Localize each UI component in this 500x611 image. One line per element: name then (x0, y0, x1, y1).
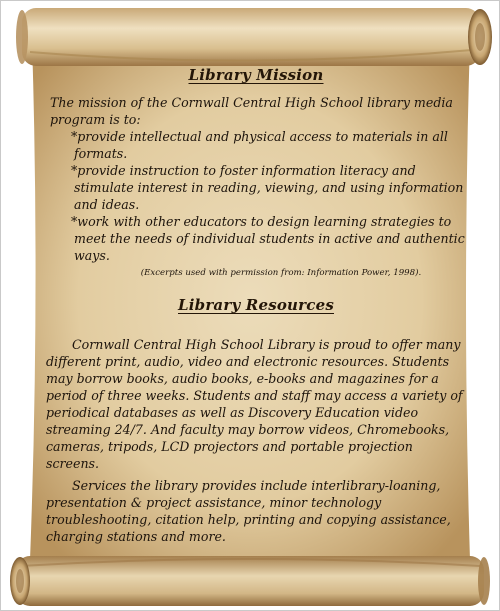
resources-paragraph-2: Services the library provides include interlibrary-loaning, presentation & project assistance, minor technology troubleshooting, citation help, printing and copying assistance, charging stations and more. (46, 478, 451, 544)
mission-heading: Library Mission (188, 66, 324, 84)
mission-bullet-3: *work with other educators to design learning strategies to meet the needs of individual students in active and authentic ways. (71, 214, 465, 263)
scroll-content (46, 60, 466, 550)
resources-heading: Library Resources (178, 296, 334, 314)
mission-intro: The mission of the Cornwall Central High School library media program is to: (50, 95, 453, 127)
mission-bullet-1: *provide intellectual and physical access to materials in all formats. (71, 129, 448, 161)
top-roll (22, 8, 480, 66)
excerpt-citation: (Excerpts used with permission from: Information Power, 1998). (140, 268, 422, 278)
resources-paragraph-1: Cornwall Central High School Library is proud to offer many different print, audio, video and electronic resources. Students may borrow books, audio books, e-books and magazines for a period of three weeks. Students and staff may access a variety of periodical databases as well as Discovery Education video streaming 24/7. And faculty may borrow videos, Chromebooks, cameras, tripods, LCD projectors and portable projection screens. (46, 337, 463, 471)
mission-bullet-2: *provide instruction to foster information literacy and stimulate interest in reading, viewing, and using information and ideas. (71, 163, 464, 212)
